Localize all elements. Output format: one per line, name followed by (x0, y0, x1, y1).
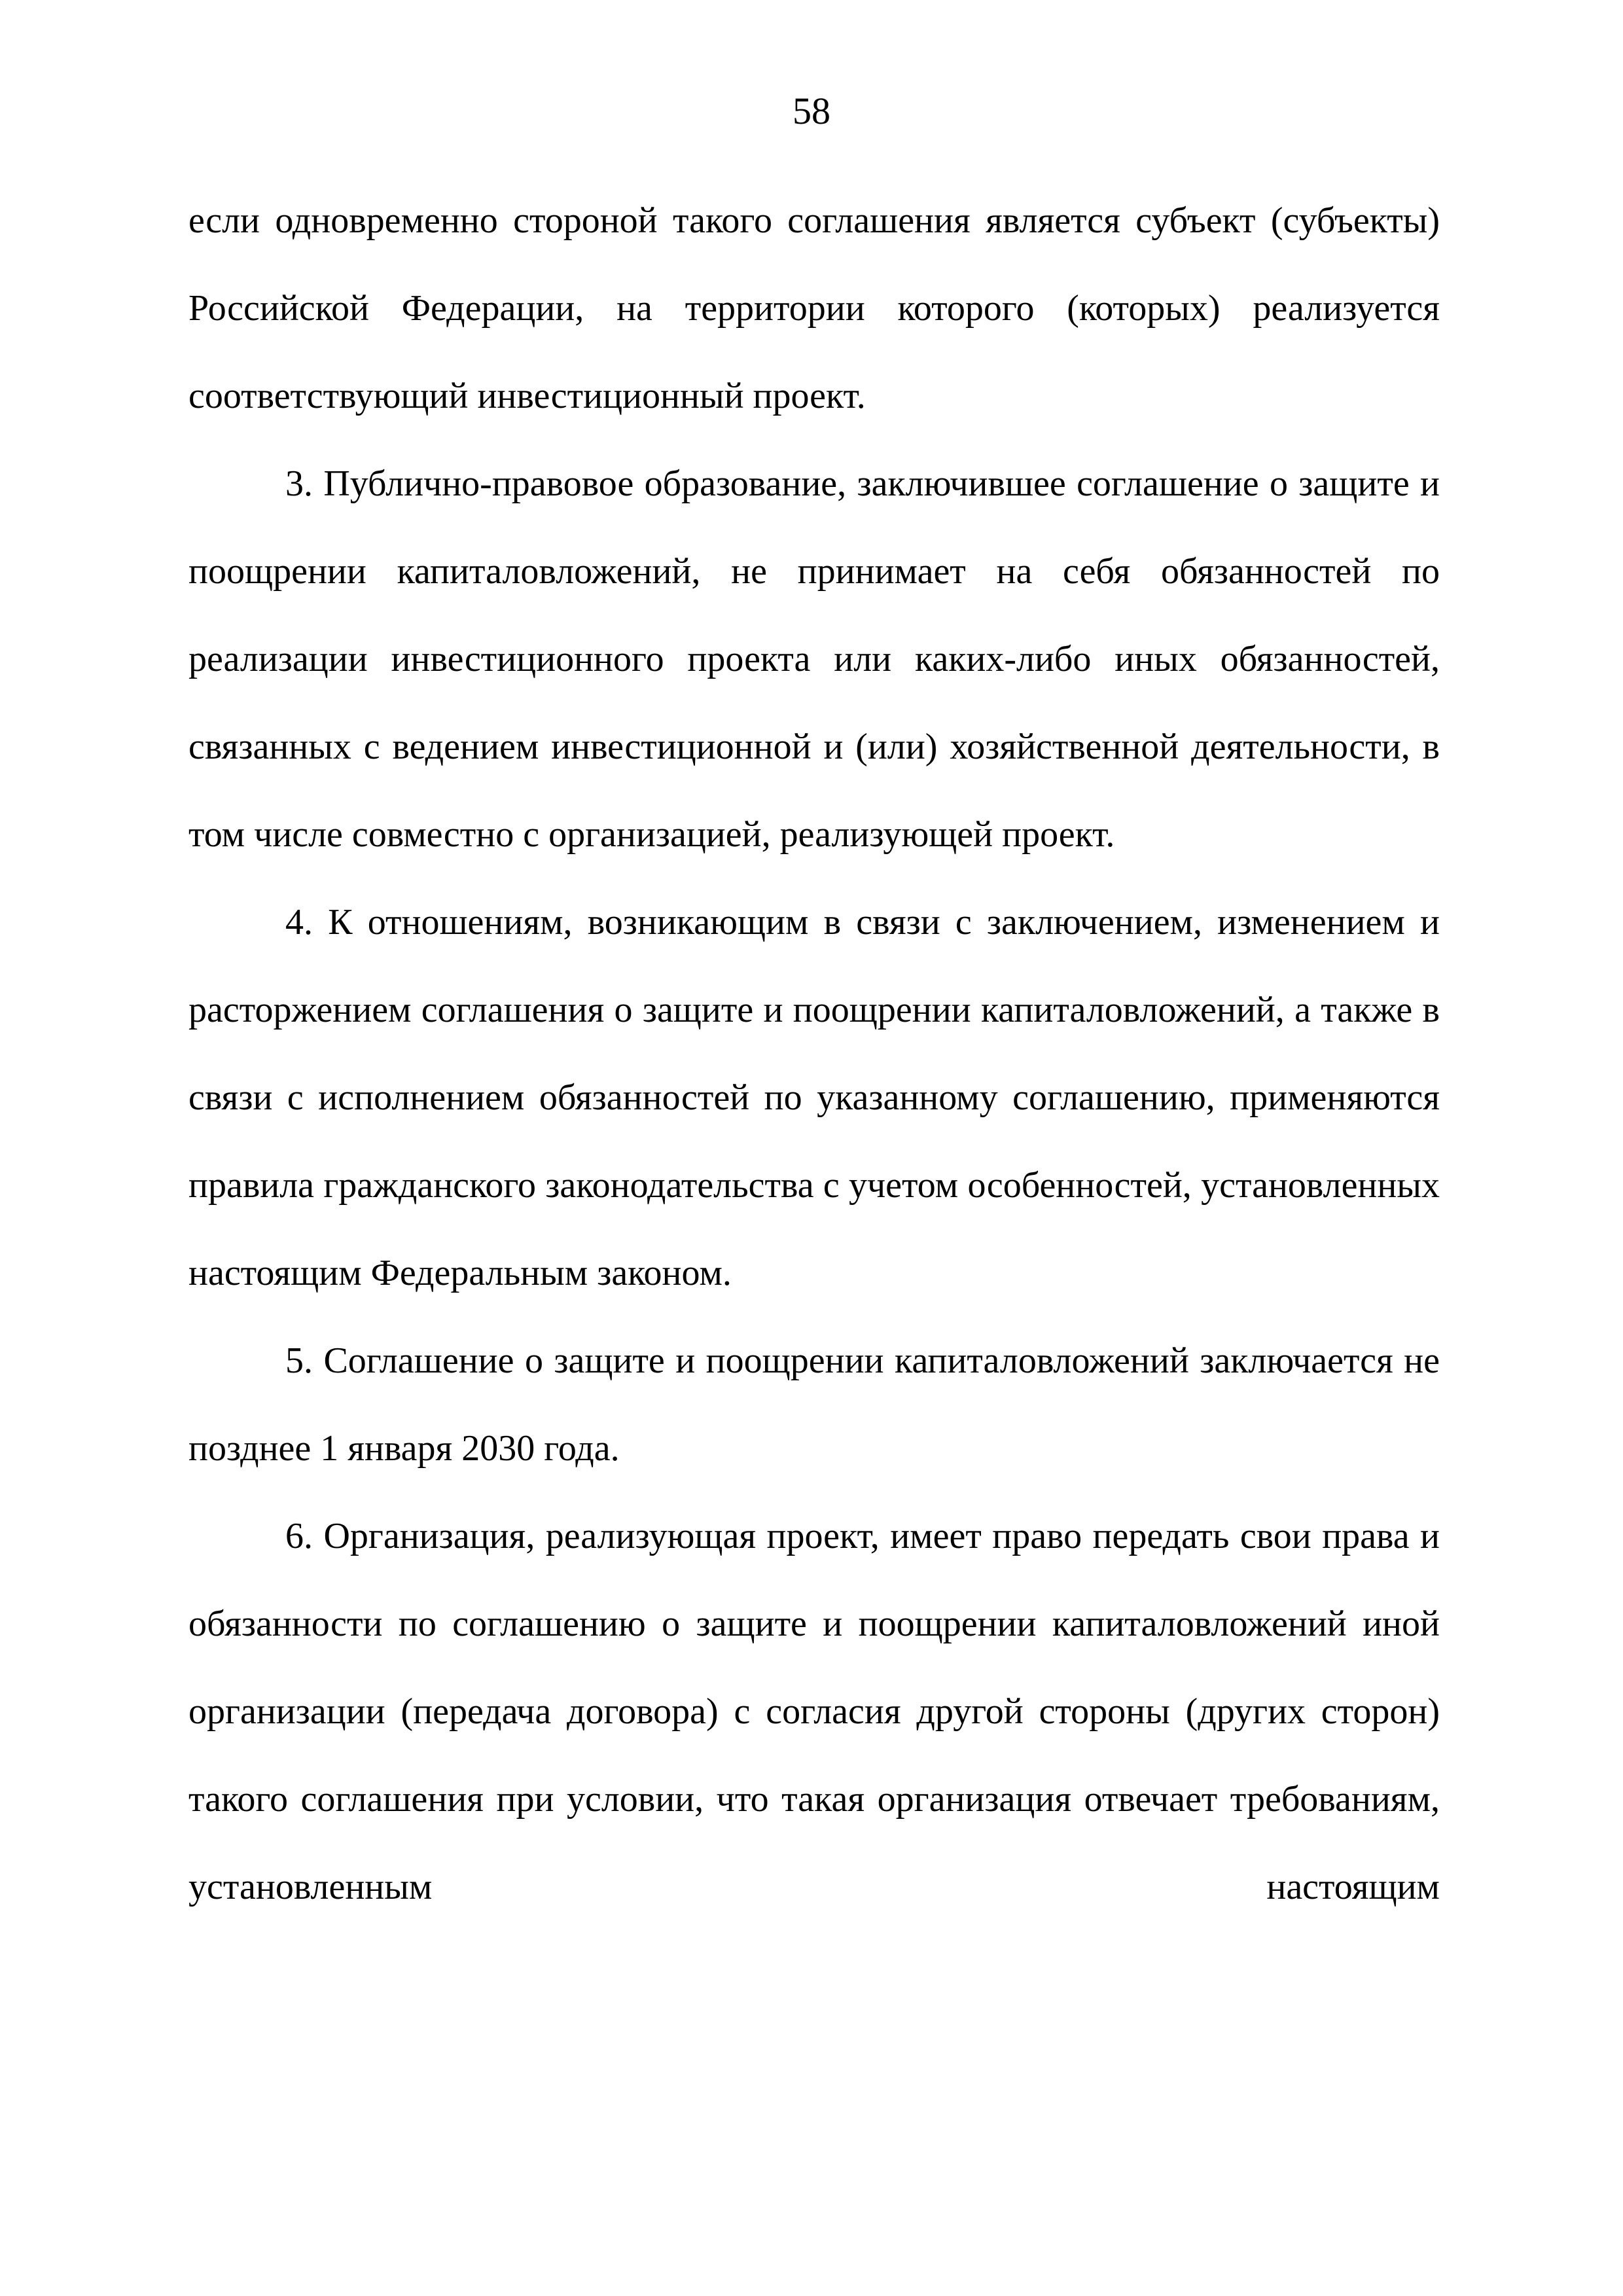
page-number: 58 (793, 90, 830, 132)
paragraph-item-3: 3. Публично-правовое образование, заключившее соглашение о защите и поощрении капиталовложений, не принимает на себя обязанностей по реализации инвестиционного проекта или каких-либо иных обязанностей, связанных с ведением инвестиционной и (или) хозяйственной деятельности, в том числе совместно с организацией, реализующей проект. (188, 463, 1440, 855)
paragraph-item-5: 5. Соглашение о защите и поощрении капиталовложений заключается не позднее 1 января 2030 года. (188, 1340, 1440, 1469)
paragraph-continuation: если одновременно стороной такого соглашения является субъект (субъекты) Российской Федерации, на территории которого (которых) реализуется соответствующий инвестиционный проект. (188, 200, 1440, 416)
document-body (188, 177, 1440, 1931)
paragraph-item-4: 4. К отношениям, возникающим в связи с заключением, изменением и расторжением соглашения о защите и поощрении капиталовложений, а также в связи с исполнением обязанностей по указанному соглашению, применяются правила гражданского законодательства с учетом особенностей, установленных настоящим Федеральным законом. (188, 902, 1440, 1293)
paragraph-item-6: 6. Организация, реализующая проект, имеет право передать свои права и обязанности по соглашению о защите и поощрении капиталовложений иной организации (передача договора) с согласия другой стороны (других сторон) такого соглашения при условии, что такая организация отвечает требованиям, установленным настоящим (188, 1516, 1440, 1907)
